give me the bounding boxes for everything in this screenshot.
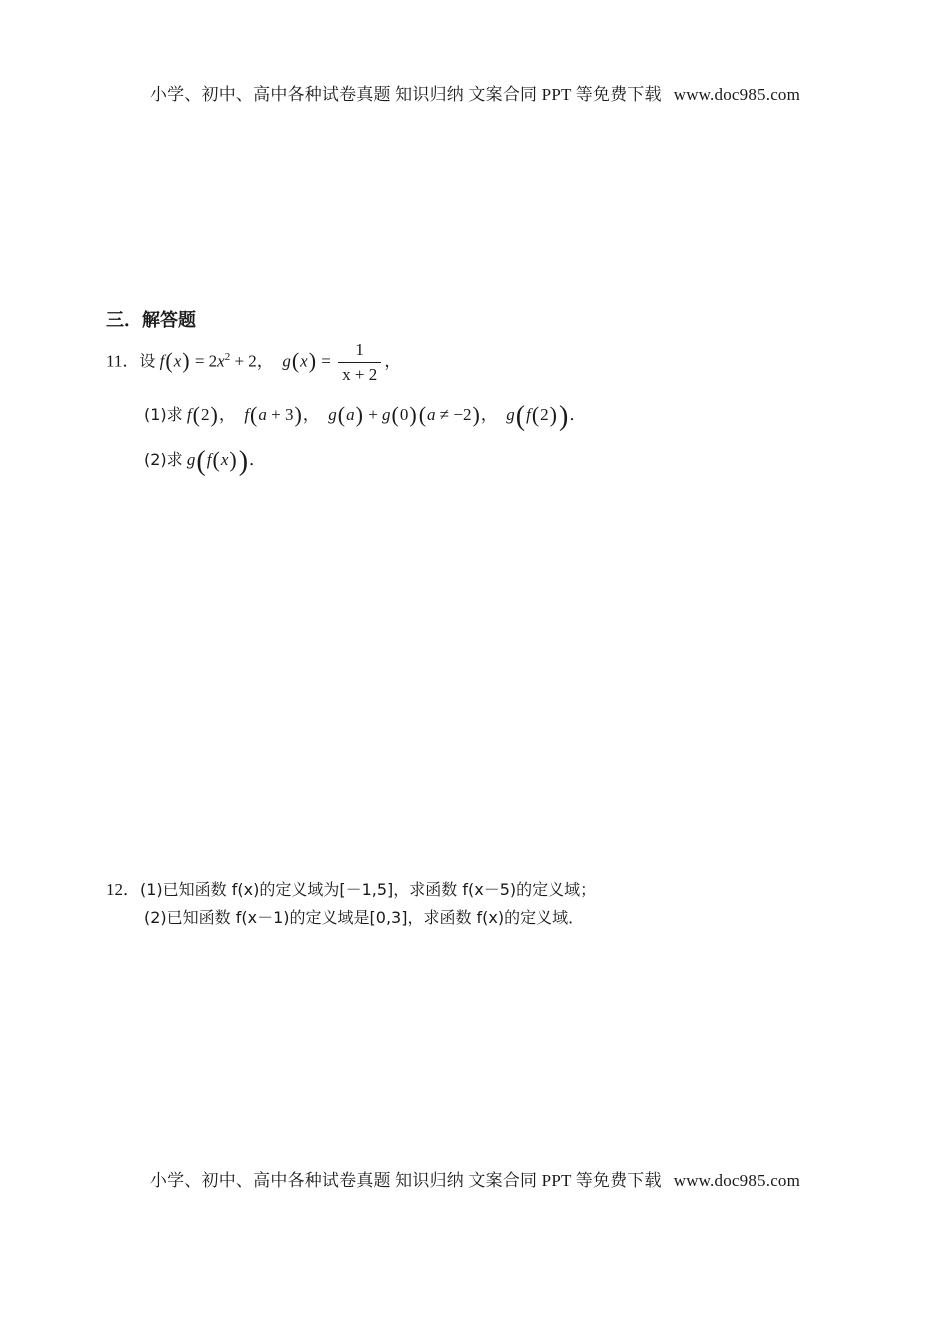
q11-part2-label: (2)求 [144,450,183,469]
page-header [0,80,950,105]
q12-line1-text: (1)已知函数 f(x)的定义域为[－1,5]，求函数 f(x－5)的定义域； [140,880,597,899]
q11-part1-label: (1)求 [144,405,183,424]
q11-part2: (2)求 g(f(x))． [144,446,267,477]
page-footer [0,1166,950,1191]
q12-number: 12． [106,880,140,899]
q11-number: 11． [106,351,140,371]
q11-intro: 设 [139,351,156,371]
section-title: 三．解答题 [106,310,196,331]
footer-site: www.doc985.com [673,1171,801,1190]
q12-part1 [106,875,596,900]
q12-line2-text: (2)已知函数 f(x－1)的定义域是[0,3]，求函数 f(x)的定义域． [144,908,585,927]
header-site: www.doc985.com [673,85,801,104]
g-fraction-numerator: 1 [338,340,381,363]
header-text: 小学、初中、高中各种试卷真题 知识归纳 文案合同 PPT 等免费下载 [149,85,662,104]
g-fraction-denominator: x + 2 [342,365,378,384]
g-fraction [338,340,381,385]
footer-text: 小学、初中、高中各种试卷真题 知识归纳 文案合同 PPT 等免费下载 [149,1171,662,1190]
q12-part2 [144,905,584,928]
q11-statement: 11．设 $f(x) = 2x^2 + 2$， g(x) = $\frac{1}{x + 2}$ ， [106,340,402,384]
q11-part1: (1)求 f(2)， f(a + 3)， g(a) + g(0)(a ≠ −2)， g(f(2))． [144,401,587,432]
